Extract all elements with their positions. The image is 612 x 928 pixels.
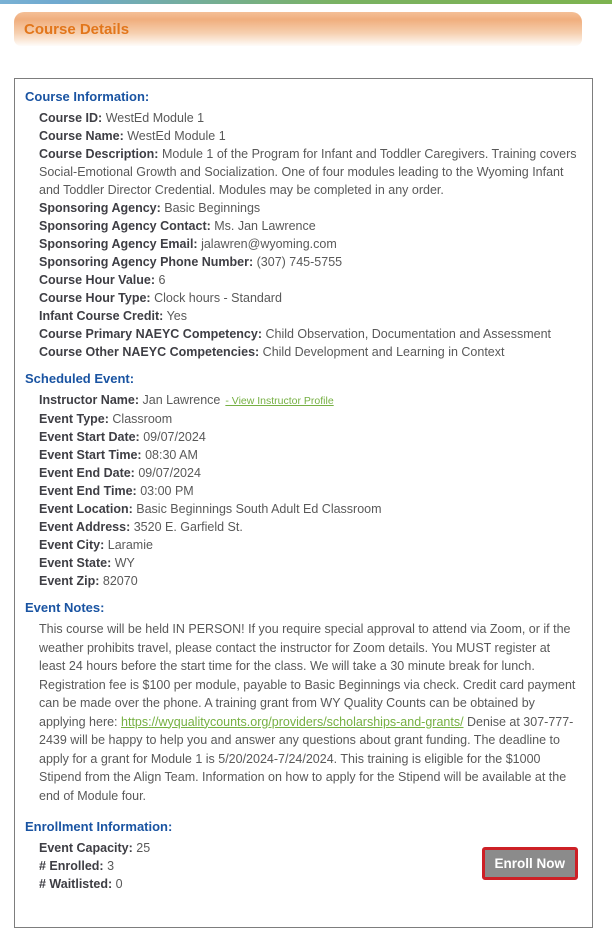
course-information-section: [25, 89, 578, 361]
field-value: WestEd Module 1: [105, 111, 205, 125]
field-value: Basic Beginnings South Adult Ed Classroom: [136, 502, 382, 516]
field-value: 03:00 PM: [140, 484, 194, 498]
field-label: Event Type:: [39, 412, 109, 426]
field-label: Event State:: [39, 556, 112, 570]
field-value: Jan Lawrence: [142, 393, 221, 407]
field-value: (307) 745-5755: [256, 255, 343, 269]
field-value: 09/07/2024: [143, 430, 206, 444]
field-value: 0: [115, 877, 123, 891]
field-row-course-hour-value: [39, 271, 578, 289]
field-label: Event Zip:: [39, 574, 100, 588]
field-value: Laramie: [107, 538, 153, 552]
field-value: Basic Beginnings: [164, 201, 261, 215]
field-value: jalawren@wyoming.com: [201, 237, 337, 251]
field-row-event-start-time: [39, 446, 578, 464]
field-row-event-location: [39, 500, 578, 518]
field-row-event-type: [39, 410, 578, 428]
field-row-course-id: [39, 109, 578, 127]
field-value: WY: [114, 556, 135, 570]
field-row-infant-course-credit: [39, 307, 578, 325]
field-label: Course Name:: [39, 129, 124, 143]
field-label: Instructor Name:: [39, 393, 140, 407]
enrollment-information-section: [25, 819, 578, 893]
scheduled-event-rows: [39, 391, 578, 590]
field-label: Event Start Time:: [39, 448, 142, 462]
field-label: Event Start Date:: [39, 430, 140, 444]
field-label: Sponsoring Agency Phone Number:: [39, 255, 254, 269]
field-value: 09/07/2024: [138, 466, 201, 480]
field-label: Event City:: [39, 538, 105, 552]
field-label: Course ID:: [39, 111, 103, 125]
field-row-sponsoring-agency-contact: [39, 217, 578, 235]
field-row-event-zip: [39, 572, 578, 590]
field-label: Course Hour Type:: [39, 291, 151, 305]
field-value: Ms. Jan Lawrence: [214, 219, 316, 233]
field-value: Module 1 of the Program for Infant and Toddler Caregivers. Training covers Social-Emotional Growth and Socialization. One of four modules leading to the Wyoming Infant and Toddler Director Credential. Modules may be completed in any order.: [39, 147, 577, 197]
course-information-rows: [39, 109, 578, 361]
field-value: Classroom: [112, 412, 173, 426]
field-row-instructor-name: [39, 391, 578, 410]
page-header: [14, 12, 582, 46]
field-label: Sponsoring Agency Contact:: [39, 219, 211, 233]
field-value: WestEd Module 1: [127, 129, 226, 143]
event-notes-text: [39, 620, 579, 805]
field-row-event-address: [39, 518, 578, 536]
field-label: Event Location:: [39, 502, 133, 516]
page-title: Course Details: [24, 20, 130, 38]
field-value: 3520 E. Garfield St.: [133, 520, 243, 534]
event-notes-before-link: This course will be held IN PERSON! If you require special approval to attend via Zoom, or if the weather prohibits travel, please contact the instructor for Zoom details. You MUST register at least 24 hours before the start time for the class. We will take a 30 minute break for lunch. Registration fee is $100 per module, payable to Basic Beginnings via check. Credit card payment can be made over the phone. A training grant from WY Quality Counts can be obtained by applying here:: [39, 622, 576, 729]
field-label: Event Capacity:: [39, 841, 133, 855]
field-value: Clock hours - Standard: [154, 291, 282, 305]
field-row-course-description: [39, 145, 578, 199]
field-row-sponsoring-agency: [39, 199, 578, 217]
field-row-event-end-date: [39, 464, 578, 482]
field-label: Sponsoring Agency:: [39, 201, 161, 215]
field-row-sponsoring-agency-email: [39, 235, 578, 253]
event-notes-section: [25, 600, 578, 805]
field-label: Sponsoring Agency Email:: [39, 237, 198, 251]
field-row-course-hour-type: [39, 289, 578, 307]
field-label: Course Other NAEYC Competencies:: [39, 345, 260, 359]
field-row-event-start-date: [39, 428, 578, 446]
event-notes-after-link: Denise at 307-777-2439 will be happy to help you and answer any questions about grant funding. The deadline to apply for a grant for Module 1 is 5/20/2024-7/24/2024. This training is eligible for the $1000 Stipend from the Align Team. Information on how to apply for the Stipend will be available at the end of Module four.: [39, 714, 574, 803]
view-instructor-profile-link[interactable]: - View Instructor Profile: [225, 395, 334, 407]
field-value: 25: [136, 841, 151, 855]
field-value: 82070: [102, 574, 138, 588]
scheduled-event-section: [25, 371, 578, 590]
field-label: Infant Course Credit:: [39, 309, 164, 323]
field-label: Course Description:: [39, 147, 159, 161]
field-value: 6: [158, 273, 166, 287]
field-label: # Enrolled:: [39, 859, 104, 873]
field-label: # Waitlisted:: [39, 877, 113, 891]
field-label: Event End Time:: [39, 484, 137, 498]
scheduled-event-heading: Scheduled Event:: [25, 371, 135, 386]
field-value: Child Development and Learning in Context: [262, 345, 505, 359]
field-value: 3: [107, 859, 115, 873]
course-information-heading: Course Information:: [25, 89, 150, 104]
field-label: Course Primary NAEYC Competency:: [39, 327, 262, 341]
enrollment-information-heading: Enrollment Information:: [25, 819, 173, 834]
enroll-now-button[interactable]: Enroll Now: [482, 847, 579, 880]
field-label: Event Address:: [39, 520, 131, 534]
field-row-sponsoring-agency-phone: [39, 253, 578, 271]
field-row-course-name: [39, 127, 578, 145]
field-row-event-state: [39, 554, 578, 572]
field-row-other-naeyc-competencies: [39, 343, 578, 361]
field-value: Yes: [166, 309, 187, 323]
field-row-primary-naeyc-competency: [39, 325, 578, 343]
field-label: Event End Date:: [39, 466, 135, 480]
field-value: Child Observation, Documentation and Assessment: [265, 327, 552, 341]
field-row-event-end-time: [39, 482, 578, 500]
event-notes-heading: Event Notes:: [25, 600, 105, 615]
field-value: 08:30 AM: [145, 448, 198, 462]
scholarships-and-grants-link[interactable]: https://wyqualitycounts.org/providers/scholarships-and-grants/: [121, 714, 464, 729]
field-row-event-city: [39, 536, 578, 554]
field-label: Course Hour Value:: [39, 273, 155, 287]
top-accent-bar: [0, 0, 612, 4]
course-details-panel: [14, 78, 593, 928]
